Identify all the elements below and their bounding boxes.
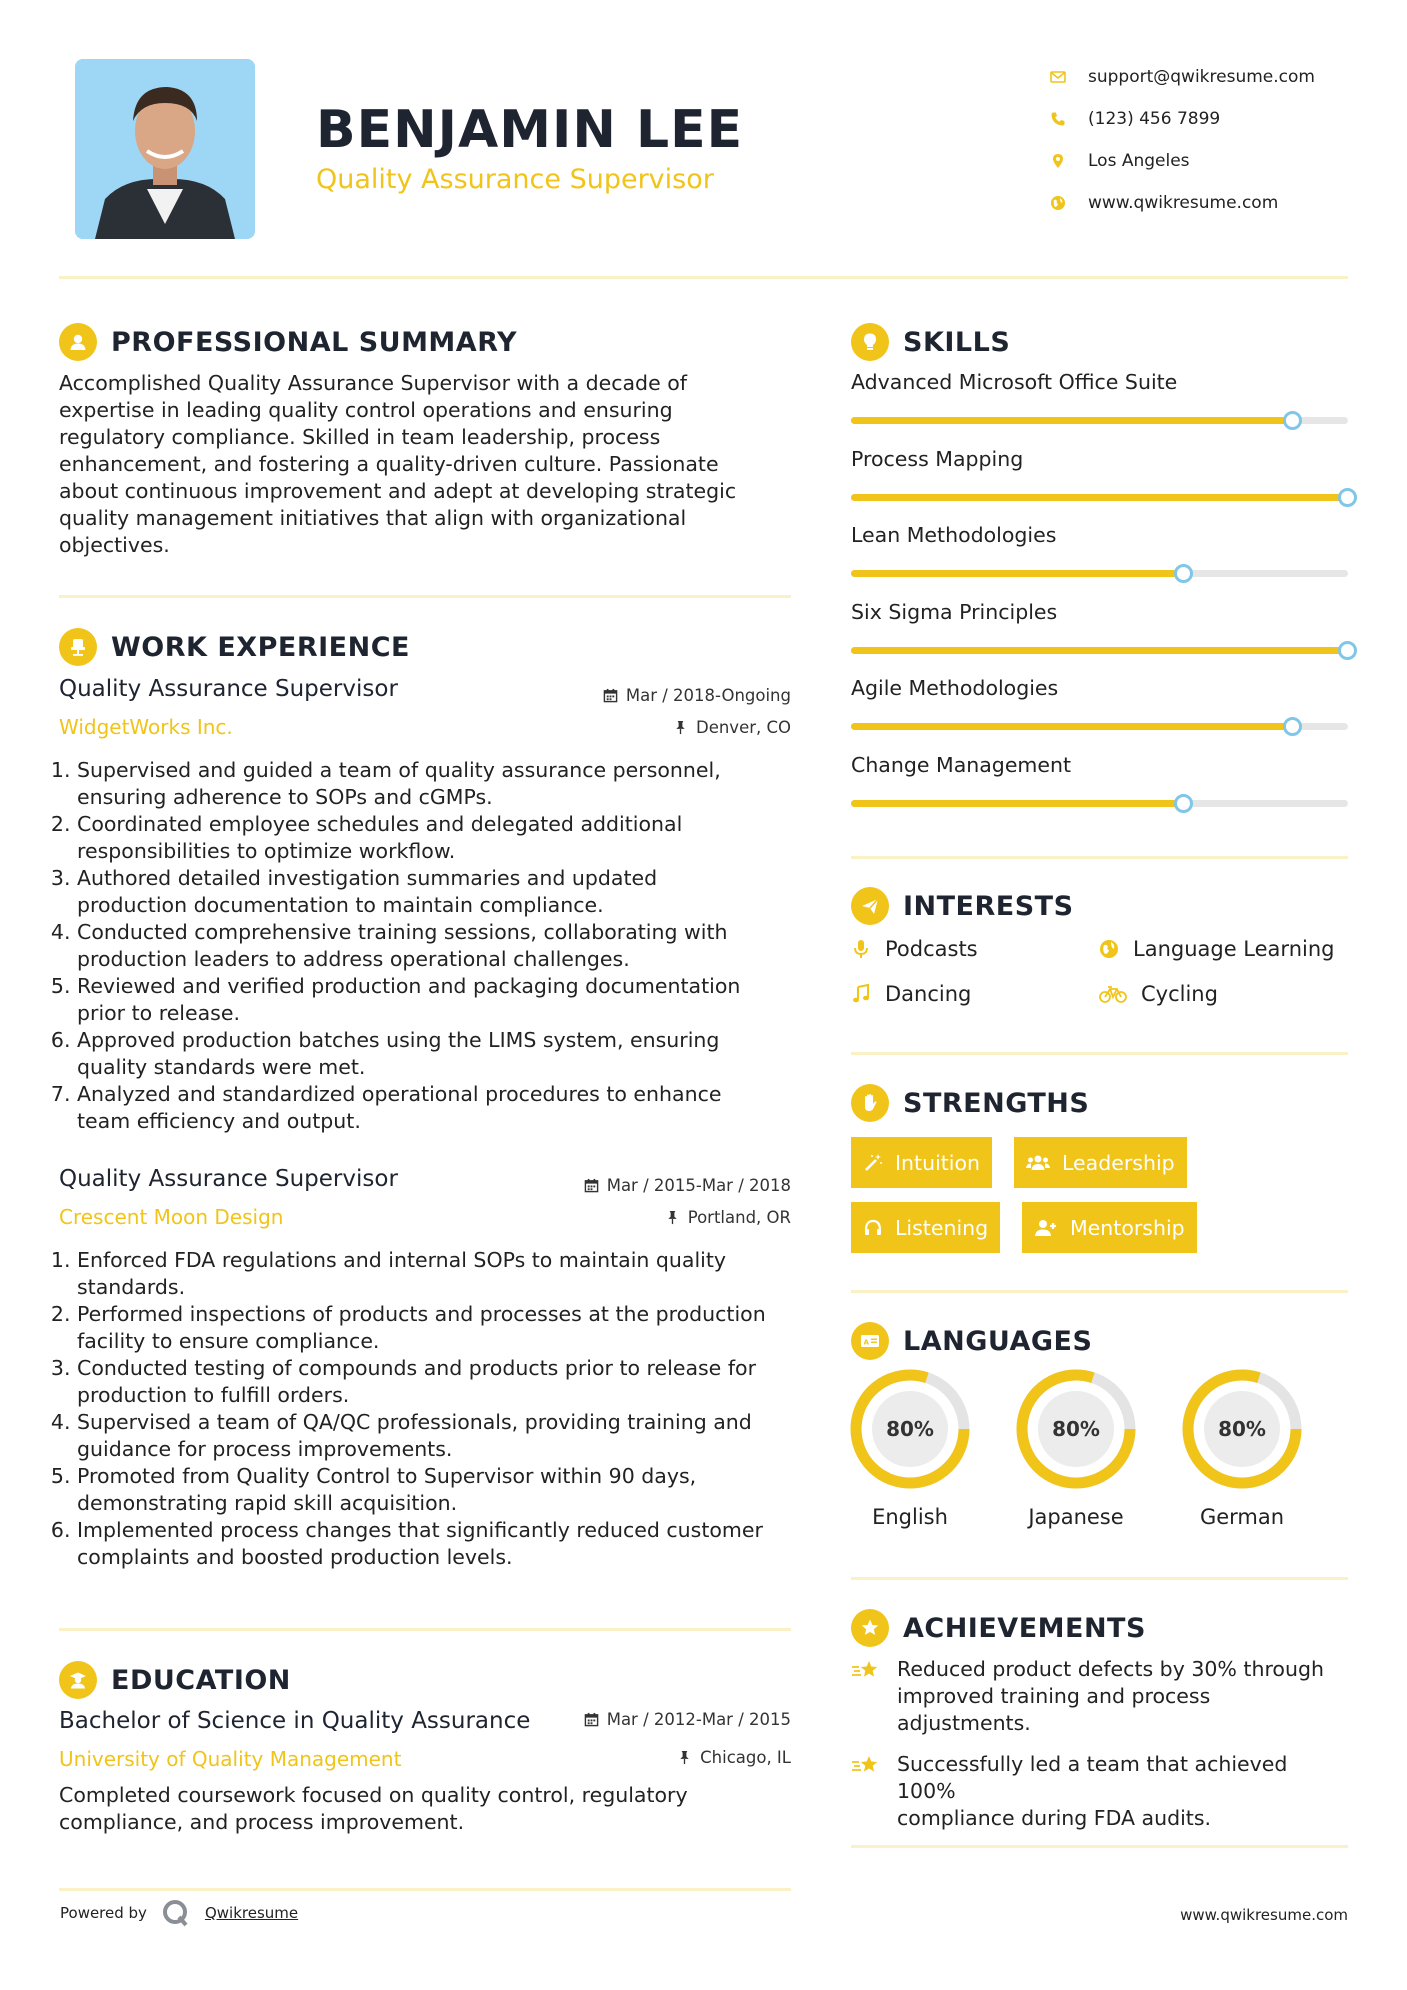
strengths-divider (851, 1290, 1348, 1293)
skill-bar (851, 800, 1348, 807)
school-name: University of Quality Management (59, 1747, 402, 1771)
job-title: Quality Assurance Supervisor (59, 676, 398, 702)
interest-dancing (851, 982, 971, 1006)
education-line: Completed coursework focused on quality control, regulatory (59, 1783, 688, 1807)
skill-bar-fill (851, 723, 1293, 730)
skill-bar-fill (851, 570, 1184, 577)
duty-line: production to fulfill orders. (77, 1383, 350, 1407)
pushpin-icon (677, 1750, 692, 1765)
duty-line: standards. (77, 1275, 186, 1299)
achievement-item (851, 1751, 1351, 1832)
contact-email-text: support@qwikresume.com (1088, 67, 1315, 87)
achievements-divider (851, 1845, 1348, 1848)
candidate-name: BENJAMIN LEE (316, 100, 744, 160)
job-dates-text: Mar / 2015-Mar / 2018 (606, 1176, 791, 1195)
summary-section-header (59, 323, 517, 361)
skill-bar (851, 417, 1348, 424)
achievements-section-header (851, 1609, 1146, 1647)
language-ring (1014, 1367, 1138, 1491)
strength-label: Mentorship (1070, 1215, 1185, 1240)
list-item (77, 1027, 799, 1081)
job-duties-list (59, 1247, 799, 1571)
duty-line: production documentation to maintain compliance. (77, 893, 604, 917)
lightbulb-icon (851, 323, 889, 361)
paper-plane-icon (851, 887, 889, 925)
list-item (77, 1409, 799, 1463)
strength-label: Leadership (1062, 1150, 1175, 1175)
headphones-icon (863, 1218, 883, 1238)
job-location-text: Portland, OR (687, 1208, 791, 1227)
job-dates-text: Mar / 2018-Ongoing (625, 686, 791, 705)
skill-bar-knob (1174, 564, 1193, 583)
star-badge-icon (851, 1609, 889, 1647)
degree-title: Bachelor of Science in Quality Assurance (59, 1708, 531, 1734)
duty-line: 2. Coordinated employee schedules and delegated additional (77, 812, 683, 836)
language-item (1180, 1367, 1304, 1529)
skill-bar (851, 494, 1348, 501)
languages-divider (851, 1577, 1348, 1580)
skill-name: Advanced Microsoft Office Suite (851, 370, 1178, 394)
contact-block (1050, 56, 1370, 224)
duty-line: production leaders to address operational challenges. (77, 947, 630, 971)
summary-line: about continuous improvement and adept at developing strategic (59, 479, 737, 503)
education-text (59, 1782, 799, 1836)
language-percent: 80% (886, 1417, 934, 1441)
duty-line: 6. Approved production batches using the LIMS system, ensuring (77, 1028, 720, 1052)
language-name: English (872, 1505, 948, 1529)
achievement-line: improved training and process (897, 1684, 1211, 1708)
shooting-star-icon (851, 1658, 881, 1684)
svg-text:A: A (863, 1338, 869, 1347)
interest-label: Language Learning (1133, 937, 1335, 961)
duty-line: 6. Implemented process changes that significantly reduced customer (77, 1518, 763, 1542)
skill-name: Change Management (851, 752, 1072, 777)
strength-chip-leadership (1014, 1137, 1187, 1188)
skill-name: Process Mapping (851, 446, 1024, 471)
language-item (1014, 1367, 1138, 1529)
interests-heading: INTERESTS (903, 890, 1074, 922)
duty-line: prior to release. (77, 1001, 240, 1025)
qwikresume-logo-icon (161, 1898, 191, 1928)
duty-line: 2. Performed inspections of products and processes at the production (77, 1302, 766, 1326)
education-dates (584, 1710, 791, 1729)
strength-label: Listening (895, 1215, 989, 1240)
summary-text (59, 370, 799, 559)
duty-line: 4. Conducted comprehensive training sessions, collaborating with (77, 920, 728, 944)
list-item (77, 1247, 799, 1301)
strength-label: Intuition (895, 1150, 981, 1175)
experience-section-header (59, 628, 410, 666)
strengths-section-header (851, 1084, 1089, 1122)
list-item (77, 1081, 799, 1135)
duty-line: 4. Supervised a team of QA/QC professionals, providing training and (77, 1410, 752, 1434)
skill-bar (851, 647, 1348, 654)
job-dates (584, 1176, 791, 1195)
pushpin-icon (673, 720, 688, 735)
interest-cycling (1099, 982, 1218, 1006)
list-item (77, 973, 799, 1027)
pushpin-icon (665, 1210, 680, 1225)
language-percent: 80% (1218, 1417, 1266, 1441)
strength-chip-listening (851, 1202, 1000, 1253)
list-item (77, 1517, 799, 1571)
duty-line: demonstrating rapid skill acquisition. (77, 1491, 458, 1515)
user-plus-icon (1034, 1218, 1058, 1238)
education-location-text: Chicago, IL (700, 1748, 791, 1767)
languages-section-header (851, 1322, 1092, 1360)
duty-line: 3. Authored detailed investigation summaries and updated (77, 866, 658, 890)
strength-chip-intuition (851, 1137, 992, 1188)
candidate-title: Quality Assurance Supervisor (316, 164, 714, 195)
skill-name: Lean Methodologies (851, 523, 1057, 547)
calendar-icon (603, 688, 618, 703)
duty-line: 1. Supervised and guided a team of quality assurance personnel, (77, 758, 721, 782)
globe-icon (1050, 195, 1088, 211)
language-item (848, 1367, 972, 1529)
summary-divider (59, 595, 791, 598)
summary-line: expertise in leading quality control operations and ensuring (59, 398, 673, 422)
skill-bar-fill (851, 494, 1348, 501)
skill-bar-fill (851, 647, 1348, 654)
duty-line: complaints and boosted production levels. (77, 1545, 513, 1569)
summary-line: enhancement, and fostering a quality-driven culture. Passionate (59, 452, 719, 476)
calendar-icon (584, 1712, 599, 1727)
strengths-heading: STRENGTHS (903, 1087, 1090, 1119)
list-item (77, 865, 799, 919)
achievement-item (851, 1656, 1351, 1737)
contact-website-text: www.qwikresume.com (1088, 193, 1279, 213)
users-icon (1026, 1153, 1050, 1173)
education-line: compliance, and process improvement. (59, 1810, 465, 1834)
duty-line: quality standards were met. (77, 1055, 366, 1079)
education-section-header (59, 1661, 291, 1699)
interest-language-learning (1099, 937, 1334, 961)
experience-heading: WORK EXPERIENCE (111, 631, 410, 663)
language-name: Japanese (1028, 1505, 1124, 1529)
duty-line: guidance for process improvements. (77, 1437, 453, 1461)
job-title: Quality Assurance Supervisor (59, 1166, 398, 1192)
bicycle-icon (1099, 984, 1127, 1004)
skill-bar-knob (1338, 641, 1357, 660)
achievement-line: Reduced product defects by 30% through (897, 1657, 1324, 1681)
list-item (77, 1301, 799, 1355)
duty-line: ensuring adherence to SOPs and cGMPs. (77, 785, 493, 809)
duty-line: responsibilities to optimize workflow. (77, 839, 456, 863)
achievement-line: adjustments. (897, 1711, 1031, 1735)
achievement-line: Successfully led a team that achieved 100% (897, 1752, 1288, 1803)
achievements-heading: ACHIEVEMENTS (903, 1612, 1146, 1644)
skill-bar (851, 570, 1348, 577)
duty-line: 1. Enforced FDA regulations and internal SOPs to maintain quality (77, 1248, 727, 1272)
language-percent: 80% (1052, 1417, 1100, 1441)
profile-photo (75, 59, 255, 239)
skill-name: Six Sigma Principles (851, 599, 1058, 624)
duty-line: facility to ensure compliance. (77, 1329, 380, 1353)
interest-label: Cycling (1141, 982, 1218, 1006)
languages-heading: LANGUAGES (903, 1325, 1093, 1357)
microphone-icon (851, 939, 871, 959)
duty-line: 5. Reviewed and verified production and packaging documentation (77, 974, 741, 998)
skill-bar-knob (1338, 488, 1357, 507)
skills-divider (851, 856, 1348, 859)
contact-email[interactable] (1050, 56, 1370, 98)
hand-icon (851, 1084, 889, 1122)
skill-bar-knob (1174, 794, 1193, 813)
duty-line: team efficiency and output. (77, 1109, 361, 1133)
skill-bar-fill (851, 417, 1293, 424)
language-ring (1180, 1367, 1304, 1491)
calendar-icon (584, 1178, 599, 1193)
contact-phone[interactable] (1050, 98, 1370, 140)
interests-section-header (851, 887, 1074, 925)
summary-line: objectives. (59, 533, 170, 557)
achievement-line: compliance during FDA audits. (897, 1806, 1212, 1830)
job-company: Crescent Moon Design (59, 1205, 284, 1229)
education-heading: EDUCATION (111, 1664, 291, 1696)
list-item (77, 811, 799, 865)
contact-website[interactable] (1050, 182, 1370, 224)
envelope-icon (1050, 69, 1088, 85)
contact-location (1050, 140, 1370, 182)
skill-bar (851, 723, 1348, 730)
interest-label: Podcasts (885, 937, 978, 961)
summary-line: regulatory compliance. Skilled in team leadership, process (59, 425, 661, 449)
list-item (77, 1463, 799, 1517)
skill-bar-fill (851, 800, 1184, 807)
globe-icon (1099, 939, 1119, 959)
magic-wand-icon (863, 1153, 883, 1173)
qwikresume-link[interactable]: Qwikresume (204, 1904, 299, 1922)
summary-heading: PROFESSIONAL SUMMARY (111, 326, 518, 358)
job-dates (603, 686, 791, 705)
duty-line: 7. Analyzed and standardized operational procedures to enhance (77, 1082, 722, 1106)
job-duties-list (59, 757, 799, 1135)
list-item (77, 919, 799, 973)
contact-phone-text: (123) 456 7899 (1088, 109, 1221, 129)
job-location (673, 718, 791, 737)
phone-icon (1050, 111, 1088, 127)
skill-bar-knob (1283, 411, 1302, 430)
summary-line: Accomplished Quality Assurance Supervisor with a decade of (59, 371, 687, 395)
experience-divider (59, 1628, 791, 1631)
summary-line: quality management initiatives that align with organizational (59, 506, 687, 530)
shooting-star-icon (851, 1753, 881, 1779)
language-card-icon (851, 1322, 889, 1360)
job-location-text: Denver, CO (695, 718, 791, 737)
powered-by (60, 1898, 298, 1928)
music-note-icon (851, 984, 871, 1004)
duty-line: 3. Conducted testing of compounds and products prior to release for (77, 1356, 757, 1380)
map-pin-icon (1050, 153, 1088, 169)
strength-chip-mentorship (1022, 1202, 1197, 1253)
contact-location-text: Los Angeles (1088, 151, 1190, 171)
education-dates-text: Mar / 2012-Mar / 2015 (606, 1710, 791, 1729)
powered-by-label: Powered by (60, 1904, 147, 1922)
skills-section-header (851, 323, 1010, 361)
interests-divider (851, 1052, 1348, 1055)
interest-podcasts (851, 937, 978, 961)
job-location (665, 1208, 791, 1227)
list-item (77, 757, 799, 811)
list-item (77, 1355, 799, 1409)
duty-line: 5. Promoted from Quality Control to Supervisor within 90 days, (77, 1464, 697, 1488)
graduate-icon (59, 1661, 97, 1699)
skills-heading: SKILLS (903, 326, 1011, 358)
interest-label: Dancing (885, 982, 972, 1006)
language-ring (848, 1367, 972, 1491)
briefcase-chair-icon (59, 628, 97, 666)
user-icon (59, 323, 97, 361)
job-company: WidgetWorks Inc. (59, 715, 233, 739)
footer-website[interactable]: www.qwikresume.com (1180, 1906, 1348, 1924)
language-name: German (1199, 1505, 1285, 1529)
header-divider (59, 276, 1348, 279)
education-location (677, 1748, 791, 1767)
education-divider (59, 1888, 791, 1891)
skill-name: Agile Methodologies (851, 676, 1059, 700)
skill-bar-knob (1283, 717, 1302, 736)
